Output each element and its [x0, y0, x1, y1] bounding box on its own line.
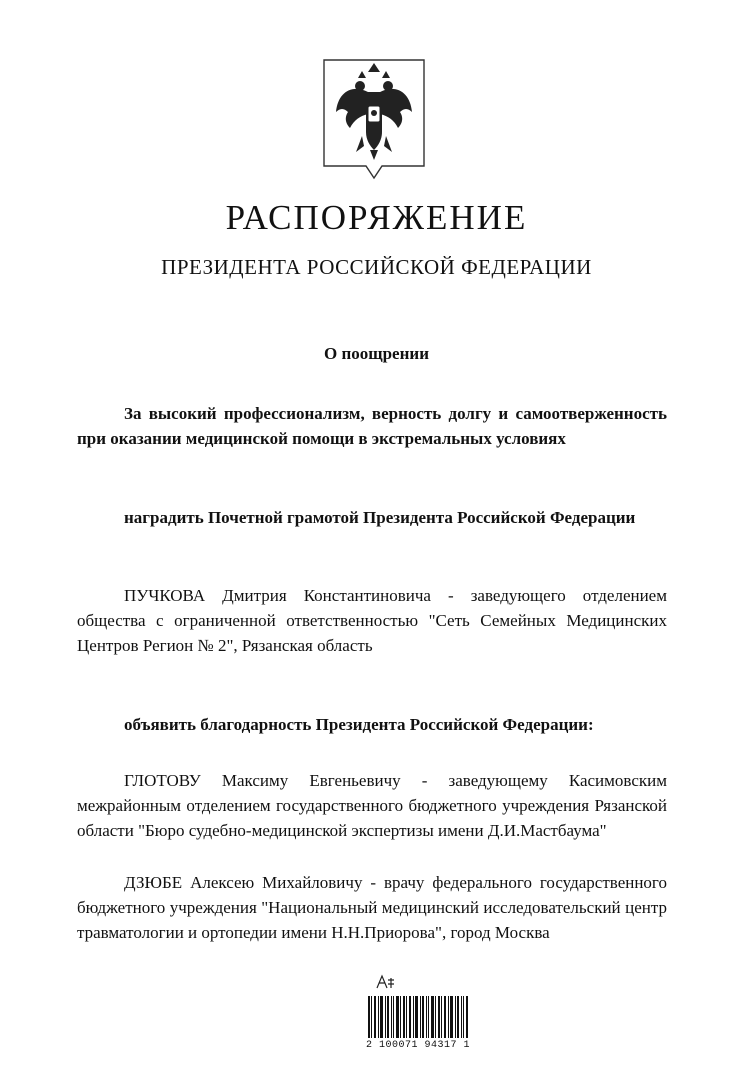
preamble-paragraph: За высокий профессионализм, верность долгу и самоотверженность при оказании медицинской помощи в экстремальных условиях [77, 404, 667, 448]
gratitude-recipient-paragraph: ДЗЮБЕ Алексею Михайловичу - врачу федерального государственного бюджетного учреждения "Национальный медицинский исследовательский центр травматологии и ортопедии имени Н.Н.Приорова", город Москва [77, 873, 667, 942]
registration-mark-icon [374, 972, 396, 992]
coat-of-arms-icon [322, 58, 426, 182]
document-title: РАСПОРЯЖЕНИЕ [225, 198, 528, 237]
gratitude-clause-paragraph: объявить благодарность Президента Российской Федерации: [124, 715, 594, 734]
document-subtitle: ПРЕЗИДЕНТА РОССИЙСКОЙ ФЕДЕРАЦИИ [161, 255, 592, 279]
document-heading: О поощрении [323, 344, 429, 363]
award-recipient-paragraph: ПУЧКОВА Дмитрия Константиновича - заведующего отделением общества с ограниченной ответственностью "Сеть Семейных Медицинских Центров Регион № 2", Рязанская область [77, 586, 667, 655]
award-clause-paragraph: наградить Почетной грамотой Президента Российской Федерации [124, 508, 636, 527]
gratitude-recipient-paragraph: ГЛОТОВУ Максиму Евгеньевичу - заведующему Касимовским межрайонным отделением государственного бюджетного учреждения Рязанской области "Бюро судебно-медицинской экспертизы имени Д.И.Мастбаума" [77, 771, 667, 840]
barcode [368, 996, 468, 1038]
barcode-number: 2 100071 94317 1 [366, 1040, 471, 1051]
